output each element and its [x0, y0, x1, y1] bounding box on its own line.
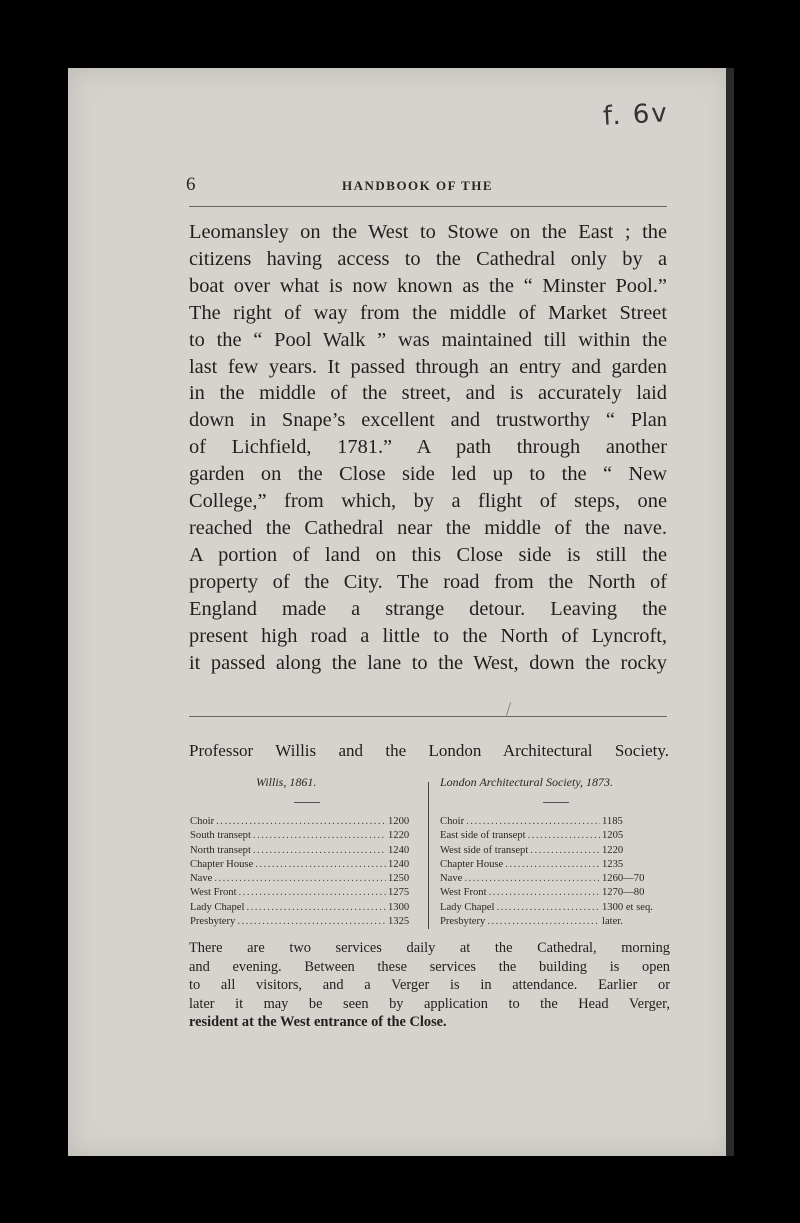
table-row [190, 844, 420, 858]
body-paragraph [189, 219, 667, 676]
section-rule [189, 716, 667, 717]
part-name: South transept [190, 830, 251, 842]
date-value: 1240 [388, 844, 410, 856]
body-line: citizens having access to the Cathedral only by a [189, 247, 667, 270]
part-name: West side of transept [440, 844, 529, 856]
body-line: in the middle of the street, and is accurately laid [189, 382, 667, 405]
body-line: to the “ Pool Walk ” was maintained till within the [189, 328, 667, 351]
leader-dots [239, 886, 386, 900]
leader-dots [489, 886, 600, 900]
left-heading-rule [294, 802, 320, 803]
table-row [190, 915, 420, 929]
table-row [440, 915, 670, 929]
table-row [440, 901, 670, 915]
table-row [440, 858, 670, 872]
note-line: later it may be seen by application to the Head Verger, [189, 995, 670, 1012]
body-line: A portion of land on this Close side is still the [189, 543, 667, 566]
date-value: later. [602, 916, 623, 928]
leader-dots [505, 858, 600, 872]
body-line: it passed along the lane to the West, down the rocky [189, 651, 667, 674]
part-name: Chapter House [440, 858, 504, 870]
table-row [440, 844, 670, 858]
table-row [190, 886, 420, 900]
part-name: Lady Chapel [440, 901, 495, 913]
table-row [190, 858, 420, 872]
body-line: last few years. It passed through an entry and garden [189, 355, 667, 378]
date-value: 1220 [602, 844, 624, 856]
part-name: West Front [190, 887, 237, 899]
page-number: 6 [186, 174, 196, 195]
body-line: down in Snape’s excellent and trustworthy “ Plan [189, 409, 667, 432]
running-head: HANDBOOK OF THE [342, 178, 494, 193]
table-row [440, 829, 670, 843]
leader-dots [253, 844, 386, 858]
body-line: property of the City. The road from the North of [189, 570, 667, 593]
table-row [440, 886, 670, 900]
part-name: Chapter House [190, 858, 254, 870]
note-line: resident at the West entrance of the Close. [189, 1014, 447, 1031]
body-line: boat over what is now known as the “ Minster Pool.” [189, 274, 667, 297]
date-value: 1300 et seq. [602, 901, 653, 913]
body-line: Leomansley on the West to Stowe on the East ; the [189, 221, 667, 243]
leader-dots [487, 915, 600, 929]
table-row [190, 872, 420, 886]
table-row [190, 829, 420, 843]
date-value: 1240 [388, 858, 410, 870]
table-row [190, 815, 420, 829]
leader-dots [253, 829, 386, 843]
leader-dots [216, 815, 386, 829]
right-heading-rule [543, 802, 569, 803]
part-name: North transept [190, 844, 251, 856]
date-value: 1270—80 [602, 887, 645, 899]
leader-dots [464, 872, 600, 886]
table-row [440, 815, 670, 829]
archive-folio-note: f. 6v [602, 98, 670, 132]
part-name: Presbytery [190, 916, 236, 928]
date-value: 1260—70 [602, 873, 645, 885]
body-line: The right of way from the middle of Market Street [189, 301, 667, 324]
part-name: Presbytery [440, 916, 486, 928]
table-row [190, 901, 420, 915]
part-name: West Front [440, 887, 487, 899]
leader-dots [237, 915, 386, 929]
date-value: 1200 [388, 816, 410, 827]
date-value: 1205 [602, 830, 624, 842]
note-line: and evening. Between these services the building is open [189, 958, 670, 975]
date-value: 1185 [602, 816, 623, 827]
leader-dots [530, 844, 600, 858]
date-value: 1300 [388, 901, 410, 913]
date-value: 1250 [388, 873, 410, 885]
column-divider [428, 782, 429, 929]
willis-dates-table [190, 815, 420, 929]
part-name: Nave [190, 873, 213, 885]
services-note [189, 939, 670, 1032]
table-title: Professor Willis and the London Architectural Society. [189, 741, 669, 760]
table-row [440, 872, 670, 886]
leader-dots [528, 829, 600, 843]
leader-dots [214, 872, 386, 886]
part-name: Choir [440, 816, 465, 827]
note-line: to all visitors, and a Verger is in attendance. Earlier or [189, 977, 670, 994]
body-line: of Lichfield, 1781.” A path through another [189, 436, 667, 459]
note-line: There are two services daily at the Cathedral, morning [189, 940, 670, 956]
left-column-heading: Willis, 1861. [256, 775, 317, 789]
society-dates-table [440, 815, 670, 929]
leader-dots [255, 858, 386, 872]
body-line: garden on the Close side led up to the “ New [189, 463, 667, 486]
date-value: 1325 [388, 916, 410, 928]
date-value: 1275 [388, 887, 410, 899]
leader-dots [246, 901, 386, 915]
date-value: 1220 [388, 830, 410, 842]
part-name: East side of transept [440, 830, 526, 842]
body-line: College,” from which, by a flight of steps, one [189, 490, 667, 513]
part-name: Choir [190, 816, 215, 827]
part-name: Nave [440, 873, 463, 885]
body-line: reached the Cathedral near the middle of the nave. [189, 516, 667, 539]
right-column-heading: London Architectural Society, 1873. [440, 775, 613, 789]
part-name: Lady Chapel [190, 901, 245, 913]
leader-dots [496, 901, 600, 915]
leader-dots [466, 815, 600, 829]
header-rule [189, 206, 667, 207]
date-value: 1235 [602, 858, 624, 870]
page-edge [726, 68, 734, 1156]
body-line: present high road a little to the North of Lyncroft, [189, 624, 667, 647]
body-line: England made a strange detour. Leaving the [189, 597, 667, 620]
